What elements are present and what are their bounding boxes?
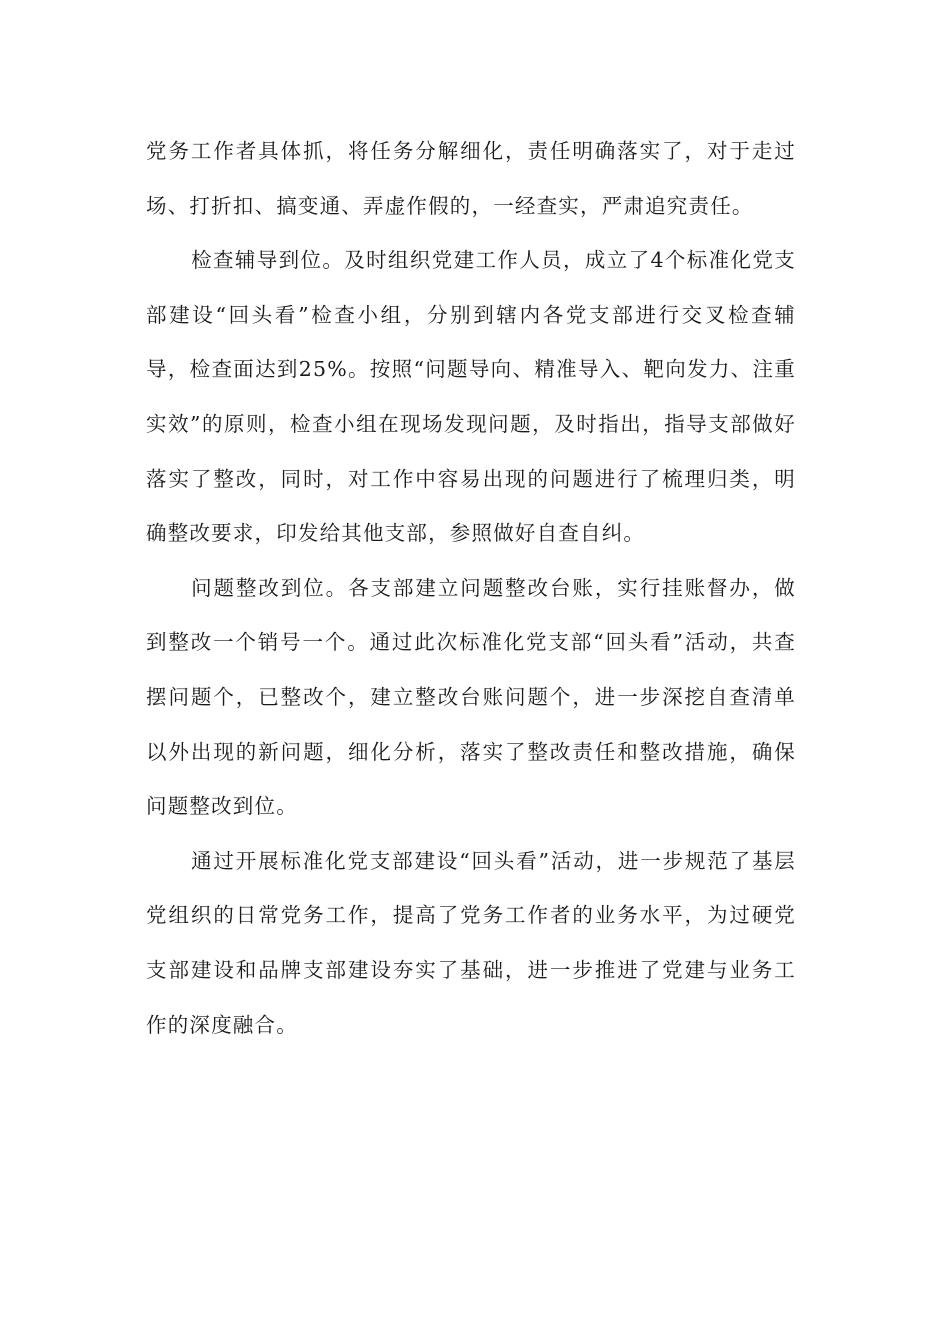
paragraph-inspection-guidance: 检查辅导到位。及时组织党建工作人员，成立了4个标准化党支部建设“回头看”检查小组，分别到辖内各党支部进行交叉检查辅导，检查面达到25%。按照“问题导向、精准导入、靶向发力、注重实效”的原则，检查小组在现场发现问题，及时指出，指导支部做好落实了整改，同时，对工作中容易出现的问题进行了梳理归类，明确整改要求，印发给其他支部，参照做好自查自纠。 bbox=[146, 248, 796, 546]
document-body bbox=[146, 124, 796, 1052]
paragraph-conclusion: 通过开展标准化党支部建设“回头看”活动，进一步规范了基层党组织的日常党务工作，提高了党务工作者的业务水平，为过硬党支部建设和品牌支部建设夯实了基础，进一步推进了党建与业务工作的深度融合。 bbox=[146, 848, 796, 1037]
paragraph-continued: 党务工作者具体抓，将任务分解细化，责任明确落实了，对于走过场、打折扣、搞变通、弄虚作假的，一经查实，严肃追究责任。 bbox=[146, 139, 796, 218]
paragraph-rectification: 问题整改到位。各支部建立问题整改台账，实行挂账督办，做到整改一个销号一个。通过此次标准化党支部“回头看”活动，共查摆问题个，已整改个，建立整改台账问题个，进一步深挖自查清单以外出现的新问题，细化分析，落实了整改责任和整改措施，确保问题整改到位。 bbox=[146, 575, 796, 819]
